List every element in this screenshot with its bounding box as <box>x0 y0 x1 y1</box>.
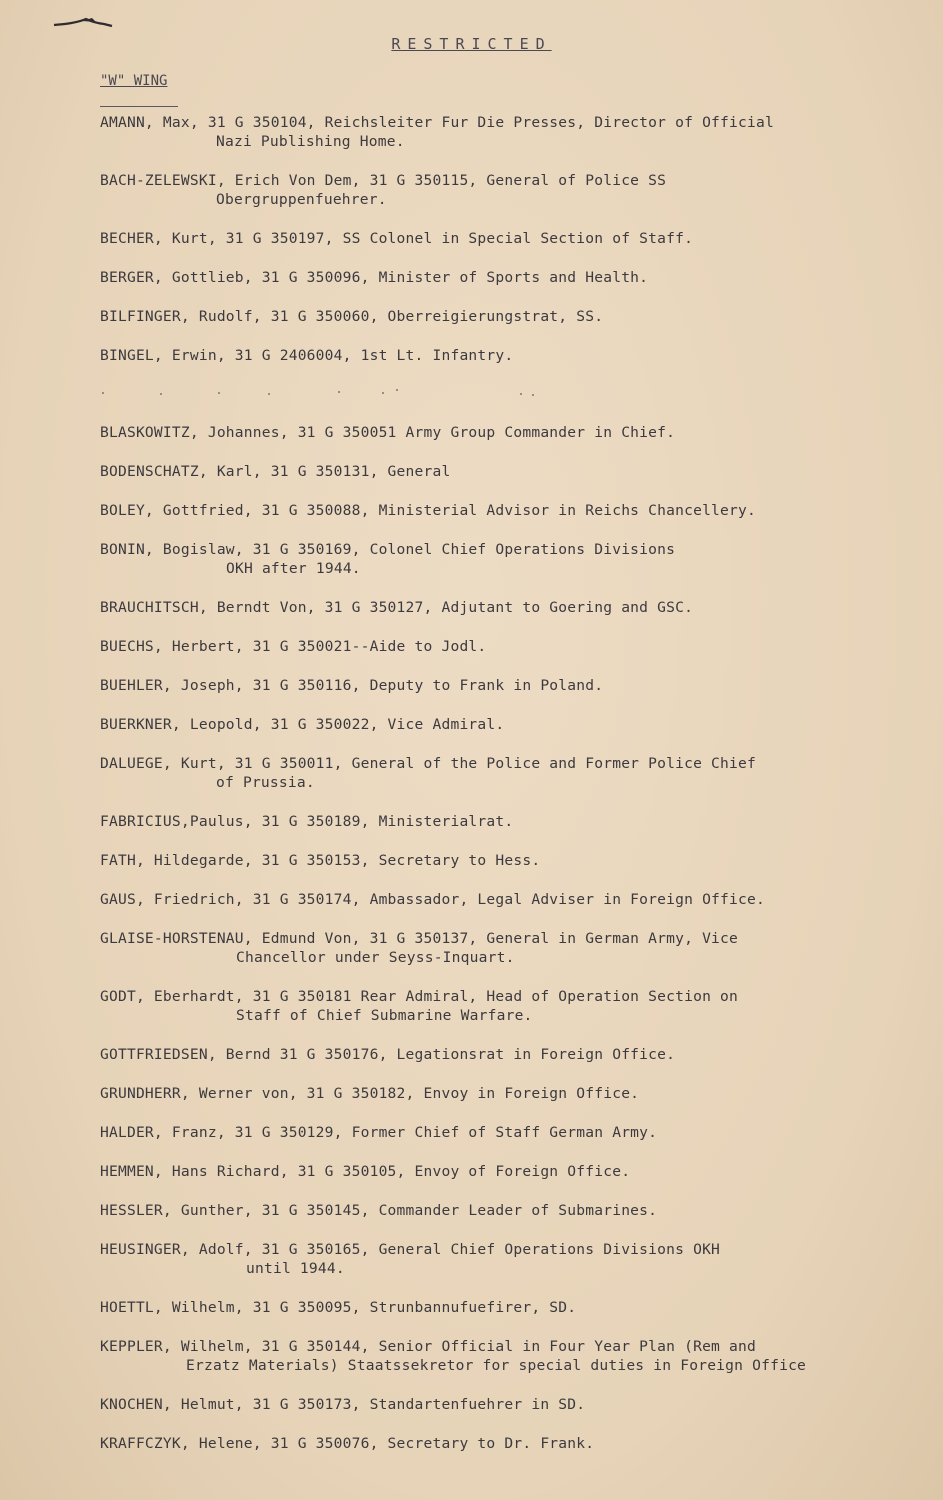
list-item <box>100 1201 900 1220</box>
list-item <box>100 1123 900 1142</box>
entry-line: FATH, Hildegarde, 31 G 350153, Secretary to Hess. <box>100 852 541 869</box>
list-item <box>100 754 900 792</box>
list-item <box>100 462 900 481</box>
list-item <box>100 113 900 151</box>
entry-line: GAUS, Friedrich, 31 G 350174, Ambassador, Legal Adviser in Foreign Office. <box>100 891 765 908</box>
list-item <box>100 637 900 656</box>
entry-line: BUEHLER, Joseph, 31 G 350116, Deputy to Frank in Poland. <box>100 677 604 694</box>
entry-continuation: Chancellor under Seyss-Inquart. <box>236 949 515 966</box>
entry-line: GOTTFRIEDSEN, Bernd 31 G 350176, Legationsrat in Foreign Office. <box>100 1046 676 1063</box>
entry-line: GRUNDHERR, Werner von, 31 G 350182, Envoy in Foreign Office. <box>100 1085 640 1102</box>
list-item <box>100 929 900 967</box>
entry-line: HESSLER, Gunther, 31 G 350145, Commander Leader of Submarines. <box>100 1202 658 1219</box>
list-item <box>100 1395 900 1414</box>
section-divider <box>100 106 178 107</box>
list-item <box>100 423 900 442</box>
entry-line: HOETTL, Wilhelm, 31 G 350095, Strunbannufuefirer, SD. <box>100 1299 577 1316</box>
entry-continuation: until 1944. <box>246 1260 345 1277</box>
entry-line: BONIN, Bogislaw, 31 G 350169, Colonel Chief Operations Divisions <box>100 541 676 558</box>
list-item <box>100 1337 900 1375</box>
entry-continuation: of Prussia. <box>216 774 315 791</box>
entry-line: HEMMEN, Hans Richard, 31 G 350105, Envoy of Foreign Office. <box>100 1163 631 1180</box>
list-item <box>100 851 900 870</box>
entry-line: BODENSCHATZ, Karl, 31 G 350131, General <box>100 463 451 480</box>
list-item <box>100 1298 900 1317</box>
list-item <box>100 1084 900 1103</box>
list-item <box>100 812 900 831</box>
entry-line: BILFINGER, Rudolf, 31 G 350060, Oberreigierungstrat, SS. <box>100 308 604 325</box>
list-item <box>100 1045 900 1064</box>
entry-line: BLASKOWITZ, Johannes, 31 G 350051 Army Group Commander in Chief. <box>100 424 676 441</box>
name-list <box>100 113 900 1453</box>
entry-line: DALUEGE, Kurt, 31 G 350011, General of the Police and Former Police Chief <box>100 755 756 772</box>
list-item <box>100 676 900 695</box>
entry-line: BUECHS, Herbert, 31 G 350021--Aide to Jodl. <box>100 638 487 655</box>
entry-line: BRAUCHITSCH, Berndt Von, 31 G 350127, Adjutant to Goering and GSC. <box>100 599 694 616</box>
ink-smudge-mark <box>52 16 116 30</box>
list-item <box>100 598 900 617</box>
entry-line: BUERKNER, Leopold, 31 G 350022, Vice Admiral. <box>100 716 505 733</box>
list-item <box>100 1162 900 1181</box>
list-item <box>100 715 900 734</box>
entry-line: GODT, Eberhardt, 31 G 350181 Rear Admiral, Head of Operation Section on <box>100 988 739 1005</box>
entry-continuation: Erzatz Materials) Staatssekretor for special duties in Foreign Office <box>186 1357 807 1374</box>
faint-marks <box>100 365 900 423</box>
entry-line: KEPPLER, Wilhelm, 31 G 350144, Senior Official in Four Year Plan (Rem and <box>100 1338 756 1355</box>
entry-line: KRAFFCZYK, Helene, 31 G 350076, Secretary to Dr. Frank. <box>100 1435 595 1452</box>
list-item <box>100 346 900 365</box>
entry-line: FABRICIUS,Paulus, 31 G 350189, Ministerialrat. <box>100 813 514 830</box>
entry-line: BACH-ZELEWSKI, Erich Von Dem, 31 G 350115, General of Police SS <box>100 172 667 189</box>
entry-continuation: Nazi Publishing Home. <box>216 133 405 150</box>
section-title: "W" WING <box>100 73 168 89</box>
entry-continuation: OKH after 1944. <box>226 560 361 577</box>
entry-line: BERGER, Gottlieb, 31 G 350096, Minister of Sports and Health. <box>100 269 649 286</box>
list-item <box>100 890 900 909</box>
entry-line: HALDER, Franz, 31 G 350129, Former Chief of Staff German Army. <box>100 1124 658 1141</box>
list-item <box>100 268 900 287</box>
entry-line: HEUSINGER, Adolf, 31 G 350165, General Chief Operations Divisions OKH <box>100 1241 721 1258</box>
entry-line: KNOCHEN, Helmut, 31 G 350173, Standartenfuehrer in SD. <box>100 1396 586 1413</box>
list-item <box>100 1240 900 1278</box>
entry-line: BOLEY, Gottfried, 31 G 350088, Ministerial Advisor in Reichs Chancellery. <box>100 502 756 519</box>
list-item <box>100 987 900 1025</box>
entry-line: BECHER, Kurt, 31 G 350197, SS Colonel in Special Section of Staff. <box>100 230 694 247</box>
list-item <box>100 171 900 209</box>
entry-line: AMANN, Max, 31 G 350104, Reichsleiter Fur Die Presses, Director of Official <box>100 114 774 131</box>
entry-line: GLAISE-HORSTENAU, Edmund Von, 31 G 350137, General in German Army, Vice <box>100 930 739 947</box>
entry-continuation: Obergruppenfuehrer. <box>216 191 387 208</box>
list-item <box>100 307 900 326</box>
classification-header: RESTRICTED <box>391 35 552 53</box>
list-item <box>100 229 900 248</box>
list-item <box>100 501 900 520</box>
entry-line: BINGEL, Erwin, 31 G 2406004, 1st Lt. Infantry. <box>100 347 514 364</box>
entry-continuation: Staff of Chief Submarine Warfare. <box>236 1007 533 1024</box>
list-item <box>100 1434 900 1453</box>
list-item <box>100 540 900 578</box>
